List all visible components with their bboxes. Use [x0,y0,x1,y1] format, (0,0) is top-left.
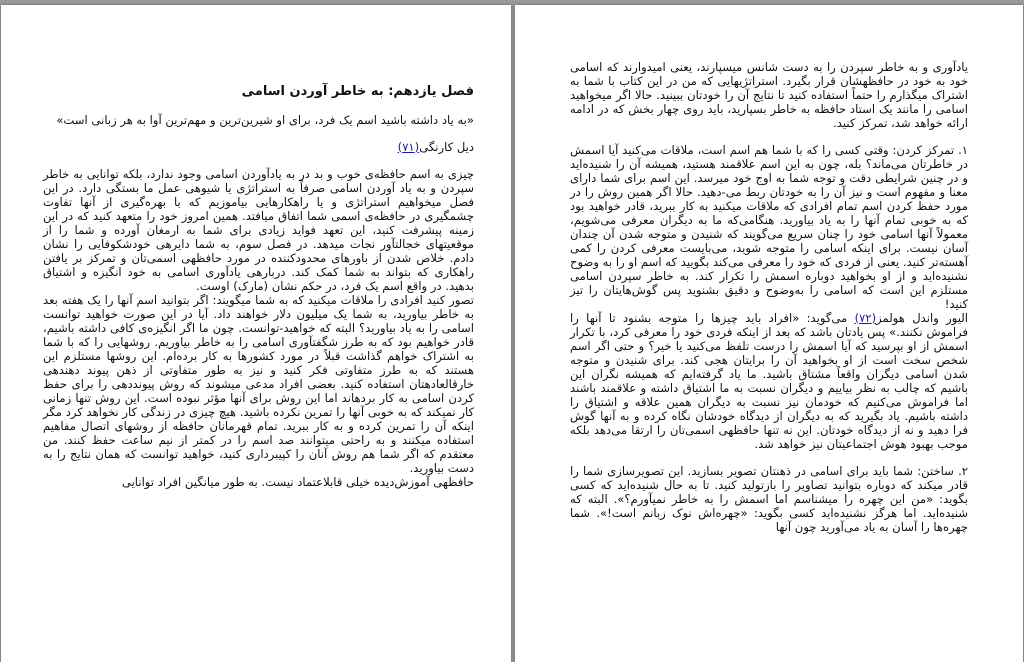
footnote-link-72[interactable]: (۷۲) [854,311,877,325]
footnote-link-71[interactable]: (۷۱) [397,140,420,154]
epigraph-author-line [43,140,474,154]
body-text: می‌گوید: «افراد باید چیزها را متوجه بشنود تا آنها را فراموش نکنند.» پس یادتان باشد که بعد از اینکه فردی خود را معرفی کرد، با تکرار اسمش از او بپرسید که آیا اسمش را درست تلفظ می‌کنید یا خیر؟ و حتی اگر اسم شخص سخت است از او بخواهید آن را برایتان هجی کند. برای شنیدن و متوجه شدن اسامی دیگران واقعاً مشتاق باشید. ما یاد گرفته‌ایم که همیشه نگران این باشیم که چالب به نظر بیاییم و دیگران نسبت به ما اشتیاق داشته و علاقمند باشند اما فراموش می‌کنیم که خودمان نیز نسبت به دیگران همین علاقه و اشتیاق را داشته باشیم. یاد بگیرید که به دیگران از دیدگاه خودشان نگاه کرده و به آنها گوش فرا دهید و نه از دیدگاه خودتان. این نه تنها حافظهی اسمی‌تان را ارتقا می‌دهد بلکه موجب بهبود هوش اجتماعیتان نیز خواهد شد. [570,311,968,451]
body-paragraph: تصور کنید افرادی را ملاقات میکنید که به شما میگویند: اگر بتوانید اسم آنها را یک هفته بعد به خاطر بیاورید، به شما یک میلیون دلار خواهند داد. آیا در این صورت خواهید توانست اسامی را به یاد بیاورید؟ البته که خواهید-توانست. چون ما اگر انگیزه‌ی کافی داشته باشیم، قادر خواهیم بود که به طرز شگفتآوری اسامی را به خاطر بیاوریم. روشهایی را که با شما به اشتراک خواهم گذاشت قبلاً در مورد کشورها به کار برده‌ام. این روشها مستلزم این هستند که به طرز متفاوتی فکر کنید و نیز به طور متفاوتی از ذهن پیوند دهندهی خارقالعادهتان استفاده کنید. بعضی افراد مدعی میشوند که روش پیونددهی را برای حفظ کردن اسامی به کار بردهاند اما این روش برای آنها مؤثر نبوده است. این روش تنها زمانی کار نمیکند که به خوبی آنها را تمرین نکرده باشید. هیچ چیزی در زندگی کار نخواهد کرد مگر اینکه آن را تمرین کرده و به کار ببرید. تمام قهرمانان حافظه از روشهای اتصال مفاهیم استفاده میکنند و به راحتی میتوانند صد اسم را در کمتر از نیم ساعت حفظ کنند. من معتقدم که اگر شما هم روش آنان را کپیبرداری کنید، خواهید توانست که همان نتایج را به دست بیاورید. [43,293,474,475]
epigraph-author: دیل کارنگی [419,140,474,154]
epigraph-quote: «به یاد داشته باشید اسم یک فرد، برای او شیرین‌ترین و مهم‌ترین آوا به هر زبانی است» [56,113,474,127]
quoted-author: الیور واندل هولمز [876,311,968,325]
body-paragraph: یادآوری و به خاطر سپردن را به دست شانس میسپارند، یعنی امیدوارند که اسامی خود به خود در حافظهشان قرار بگیرد. استراتژیهایی که من در این کتاب با شما به اشتراک میگذارم را حتماً استفاده کنید تا نتایج آن را خودتان ببینید. حالا اگر میخواهید اسامی را مانند یک استاد حافظه به خاطر بسپارید، باید روی چهار بخش که در ادامه ارائه خواهد شد، تمرکز کنید. [570,60,968,130]
body-paragraph: ۱. تمرکز کردن: وقتی کسی را که با شما هم اسم است، ملاقات می‌کنید آیا اسمش در خاطرتان می‌ماند؟ بله، چون به این اسم علاقمند هستید، همیشه آن را شنیده‌اید و در چنین شرایطی دقت و توجه شما به اوج خود میرسد. این اسم برای شما دارای معنا و مفهوم است و نیز آن را به خودتان ربط می-دهید. حالا اگر همین روش را در مورد حفظ کردن اسم تمام افرادی که ملاقات میکنید به کار ببرید، قادر خواهید بود که به خوبی تمام آنها را به یاد بیاورید. هنگامی‌که ما به دیگران معرفی می‌شویم، معمولاً آنها اسامی خود را چنان سریع می‌گویند که شنیدن و متوجه شدن آن چندان آسان نیست. برای اینکه اسامی را متوجه شوید، می‌بایست معرفی کردن را کمی آهسته‌تر کنید. یعنی از فردی که خود را معرفی می‌کند بگویید که اسم او را به وضوح نشنیده‌اید و از او بخواهید دوباره اسمش را تکرار کند. به خاطر سپردن اسامی مستلزم این است که اسامی را به‌وضوح و دقیق بشنوید پس گوش‌هایتان را تیز کنید! [570,143,968,311]
body-paragraph: چیزی به اسم حافظه‌ی خوب و بد در به یادآوردن اسامی وجود ندارد، بلکه توانایی به خاطر سپردن و به یاد آوردن اسامی صرفاً به استراتژی یا شیوهی عمل ما بستگی دارد. در این فصل میخواهیم استراتژی و یا راهکارهایی بیاموزیم که با بهره‌گیری از آنها تفاوت چشمگیری در حافظه‌ی اسمی شما اتفاق میافتد. همین امروز خود را متعهد کنید که در این زمینه پیشرفت کنید، این تعهد فواید زیادی برای شما به ارمغان آورده و شما را از موقعیتهای خجالتآور نجات میدهد. در فصل سوم، به شما دایرهی خودشکوفایی را نشان دادم. خلاص شدن از باورهای محدودکننده در مورد حافظهی اسمی‌تان و تمرکز بر یافتن راهکاری که بتواند به شما کمک کند. دربارهی یادآوری اسامی به خود انگیزه و اشتیاق بدهید. در واقع اسم یک فرد، در حکم نشان (مارک) اوست. [43,167,474,293]
body-paragraph: حافظهی آموزش‌دیده خیلی قابلاعتماد نیست. به طور میانگین افراد توانایی [121,475,474,489]
right-page [515,5,1023,662]
body-paragraph-holmes [570,311,968,451]
body-paragraph: ۲. ساختن: شما باید برای اسامی در ذهنتان تصویر بسازید. این تصویرسازی شما را قادر میکند که دوباره بتوانید تصاویر را بازتولید کنید. تا به حال شنیده‌اید که کسی بگوید: «من این چهره را میشناسم اما اسمش را به خاطر نمیآورم؟». البته که شنیده‌اید. اما هرگز نشنیده‌اید کسی بگوید: «چهره‌اش نوک زبانم است!». شما چهره‌ها را آسان به یاد می‌آورید چون آنها [570,464,968,534]
chapter-title: فصل یازدهم: به خاطر آوردن اسامی [241,84,474,99]
left-page [1,5,511,662]
right-page-content [570,60,968,534]
left-page-content [43,84,474,489]
